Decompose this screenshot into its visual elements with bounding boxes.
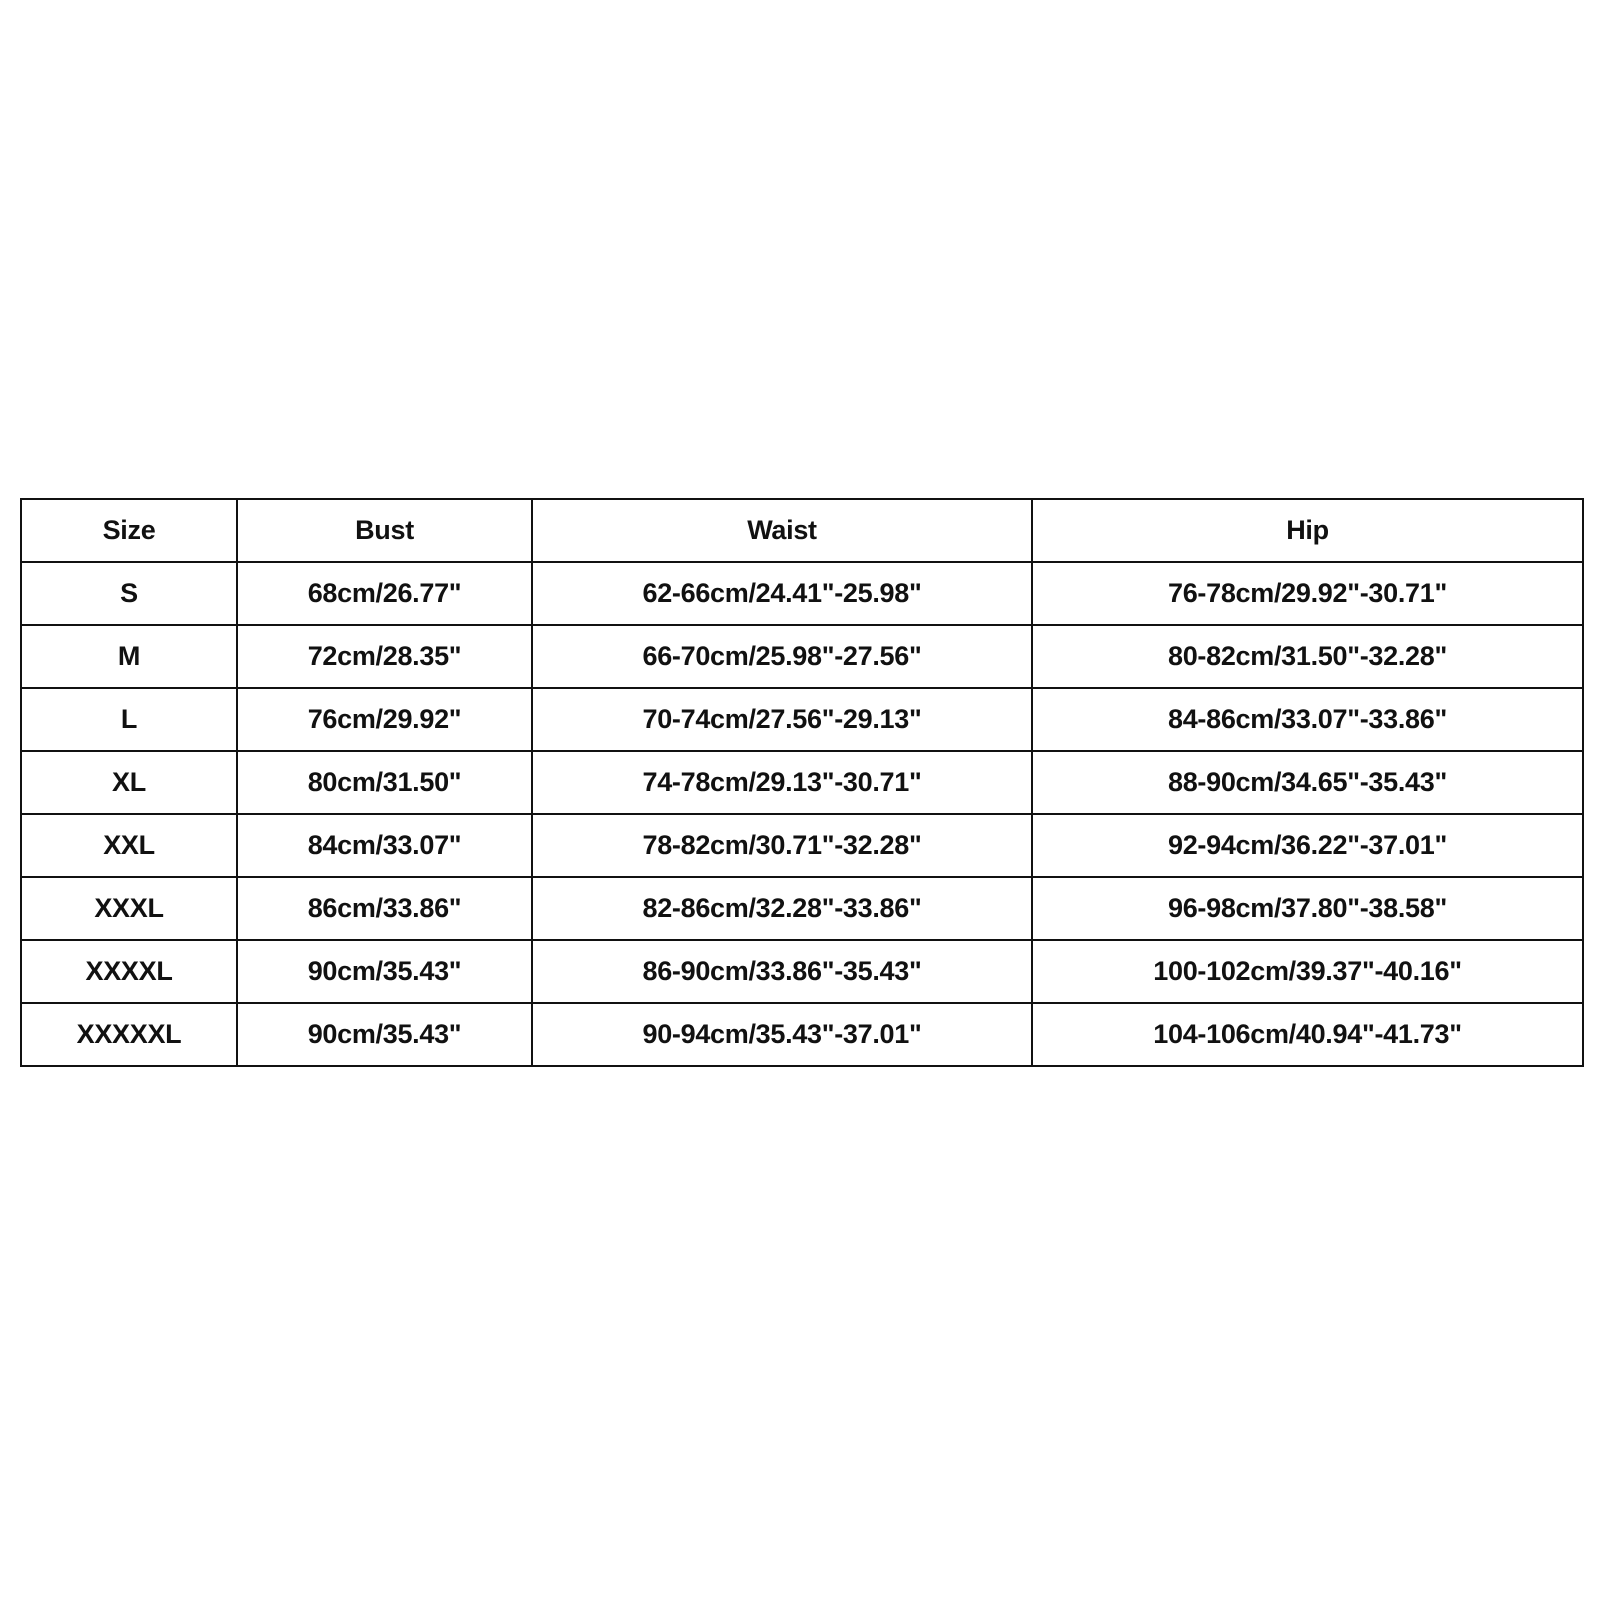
cell-waist: 86-90cm/33.86"-35.43" — [532, 940, 1032, 1003]
table-row — [21, 814, 1583, 877]
cell-bust: 80cm/31.50" — [237, 751, 532, 814]
cell-hip: 100-102cm/39.37"-40.16" — [1032, 940, 1583, 1003]
cell-hip: 84-86cm/33.07"-33.86" — [1032, 688, 1583, 751]
cell-hip: 92-94cm/36.22"-37.01" — [1032, 814, 1583, 877]
size-chart-table — [20, 498, 1584, 1067]
table-row — [21, 751, 1583, 814]
header-hip: Hip — [1032, 499, 1583, 562]
cell-size: XXXXL — [21, 940, 237, 1003]
cell-bust: 86cm/33.86" — [237, 877, 532, 940]
cell-waist: 62-66cm/24.41"-25.98" — [532, 562, 1032, 625]
table-row — [21, 625, 1583, 688]
cell-waist: 74-78cm/29.13"-30.71" — [532, 751, 1032, 814]
cell-hip: 104-106cm/40.94"-41.73" — [1032, 1003, 1583, 1066]
cell-size: S — [21, 562, 237, 625]
cell-size: L — [21, 688, 237, 751]
header-size: Size — [21, 499, 237, 562]
cell-waist: 90-94cm/35.43"-37.01" — [532, 1003, 1032, 1066]
table-row — [21, 688, 1583, 751]
table-row — [21, 562, 1583, 625]
cell-bust: 76cm/29.92" — [237, 688, 532, 751]
table-row — [21, 1003, 1583, 1066]
cell-hip: 88-90cm/34.65"-35.43" — [1032, 751, 1583, 814]
cell-size: M — [21, 625, 237, 688]
table-row — [21, 877, 1583, 940]
cell-bust: 68cm/26.77" — [237, 562, 532, 625]
table-header-row — [21, 499, 1583, 562]
cell-size: XXL — [21, 814, 237, 877]
cell-bust: 72cm/28.35" — [237, 625, 532, 688]
cell-hip: 96-98cm/37.80"-38.58" — [1032, 877, 1583, 940]
cell-waist: 82-86cm/32.28"-33.86" — [532, 877, 1032, 940]
cell-hip: 76-78cm/29.92"-30.71" — [1032, 562, 1583, 625]
cell-waist: 78-82cm/30.71"-32.28" — [532, 814, 1032, 877]
cell-waist: 66-70cm/25.98"-27.56" — [532, 625, 1032, 688]
cell-size: XXXL — [21, 877, 237, 940]
cell-size: XXXXXL — [21, 1003, 237, 1066]
header-bust: Bust — [237, 499, 532, 562]
cell-bust: 90cm/35.43" — [237, 940, 532, 1003]
table-row — [21, 940, 1583, 1003]
cell-bust: 90cm/35.43" — [237, 1003, 532, 1066]
cell-waist: 70-74cm/27.56"-29.13" — [532, 688, 1032, 751]
cell-bust: 84cm/33.07" — [237, 814, 532, 877]
cell-size: XL — [21, 751, 237, 814]
cell-hip: 80-82cm/31.50"-32.28" — [1032, 625, 1583, 688]
header-waist: Waist — [532, 499, 1032, 562]
